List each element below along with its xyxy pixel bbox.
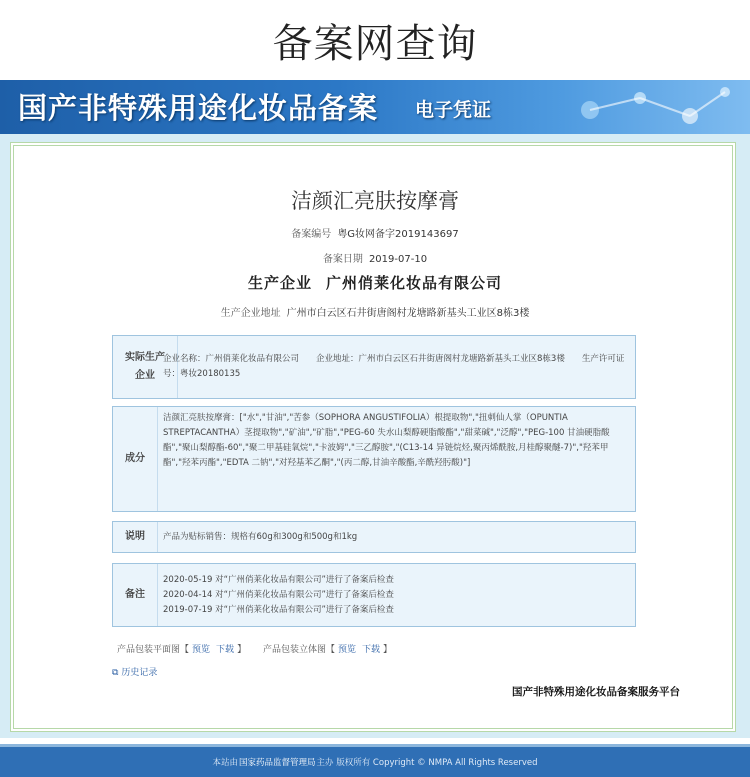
- address-label: 生产企业地址: [220, 308, 281, 319]
- bracket: 【: [180, 645, 190, 655]
- footer-suffix: 主办 版权所有 Copyright © NMPA All Rights Reserved: [316, 758, 538, 768]
- remarks-section-label: 备注: [113, 564, 158, 626]
- address-value: 广州市白云区石井街唐阁村龙塘路新基头工业区8栋3楼: [286, 308, 530, 319]
- record-number-row: [0, 225, 750, 240]
- notes-section-label: 说明: [113, 522, 158, 552]
- flat-package-label: 产品包装平面图: [117, 645, 181, 655]
- record-number-label: 备案编号: [291, 229, 332, 240]
- remark-item: 2019-07-19 对“广州俏莱化妆品有限公司”进行了备案后检查: [163, 604, 394, 615]
- notes-section: [112, 521, 636, 553]
- enterprise-section-content: 企业名称：广州俏莱化妆品有限公司 企业地址：广州市白云区石井街唐阁村龙塘路新基头工业区8栋3楼 生产许可证号：粤妆20180135: [163, 354, 625, 379]
- remark-item: 2020-04-14 对“广州俏莱化妆品有限公司”进行了备案后检查: [163, 589, 394, 600]
- ingredients-section-label: 成分: [113, 407, 158, 511]
- stereo-preview-link[interactable]: 预览: [337, 645, 356, 655]
- flat-preview-link[interactable]: 预览: [192, 645, 211, 655]
- company-row: [0, 272, 750, 293]
- footer: [0, 744, 750, 777]
- enterprise-section-label: 实际生产企业: [113, 336, 178, 398]
- bracket: 【: [325, 645, 335, 655]
- page-title: 备案网查询: [272, 20, 478, 67]
- footer-prefix: 本站由: [212, 758, 239, 768]
- history-link-row[interactable]: [112, 665, 157, 678]
- address-row: [0, 304, 750, 319]
- banner-title: 国产非特殊用途化妆品备案: [18, 91, 379, 125]
- bracket: 】: [237, 645, 247, 655]
- ingredients-section-content: 洁颜汇亮肤按摩膏：["水","甘油","苦参（SOPHORA ANGUSTIFOLIA）根提取物","扭刺仙人掌（OPUNTIA STREPTACANTHA）茎提取物","矿油","矿脂","PEG-60 失水山梨醇硬脂酸酯","甜菜碱","泛醇","PEG-100 甘油硬脂酸酯","聚山梨醇酯-60","聚二甲基硅氧烷","卡波姆","三乙醇胺","(C13-14 异链烷烃,聚丙烯酰胺,月桂醇聚醚-7)","羟苯甲酯","羟苯丙酯","EDTA 二钠","对羟基苯乙酮","(丙二醇,甘油辛酸酯,辛酰羟肟酸)"]: [163, 413, 610, 468]
- stereo-package-label: 产品包装立体图: [262, 645, 326, 655]
- record-date-row: [0, 250, 750, 265]
- footer-org: 国家药品监督管理局: [239, 758, 316, 768]
- enterprise-section: [112, 335, 636, 399]
- record-date-label: 备案日期: [322, 254, 363, 265]
- remark-item: 2020-05-19 对“广州俏莱化妆品有限公司”进行了备案后检查: [163, 574, 394, 585]
- history-link[interactable]: 历史记录: [121, 668, 158, 678]
- ingredients-section: [112, 406, 636, 512]
- flat-download-link[interactable]: 下载: [216, 645, 235, 655]
- company-name: 广州俏莱化妆品有限公司: [326, 274, 503, 292]
- remarks-section: [112, 563, 636, 627]
- molecule-decoration: [520, 80, 750, 134]
- bracket: 】: [383, 645, 393, 655]
- company-label: 生产企业: [247, 274, 312, 292]
- record-number-value: 粤G妆网备字2019143697: [337, 229, 459, 240]
- stereo-download-link[interactable]: 下载: [362, 645, 381, 655]
- product-name: 洁颜汇亮肤按摩膏: [291, 189, 459, 213]
- history-icon: ⧉: [112, 668, 119, 678]
- notes-section-content: 产品为贴标销售：规格有60g和300g和500g和1kg: [163, 531, 358, 542]
- record-date-value: 2019-07-10: [368, 254, 428, 265]
- package-links: [117, 642, 392, 655]
- platform-name: 国产非特殊用途化妆品备案服务平台: [512, 686, 680, 698]
- remarks-list: [163, 564, 627, 626]
- header-banner: [0, 80, 750, 134]
- banner-subtitle: 电子凭证: [415, 99, 492, 121]
